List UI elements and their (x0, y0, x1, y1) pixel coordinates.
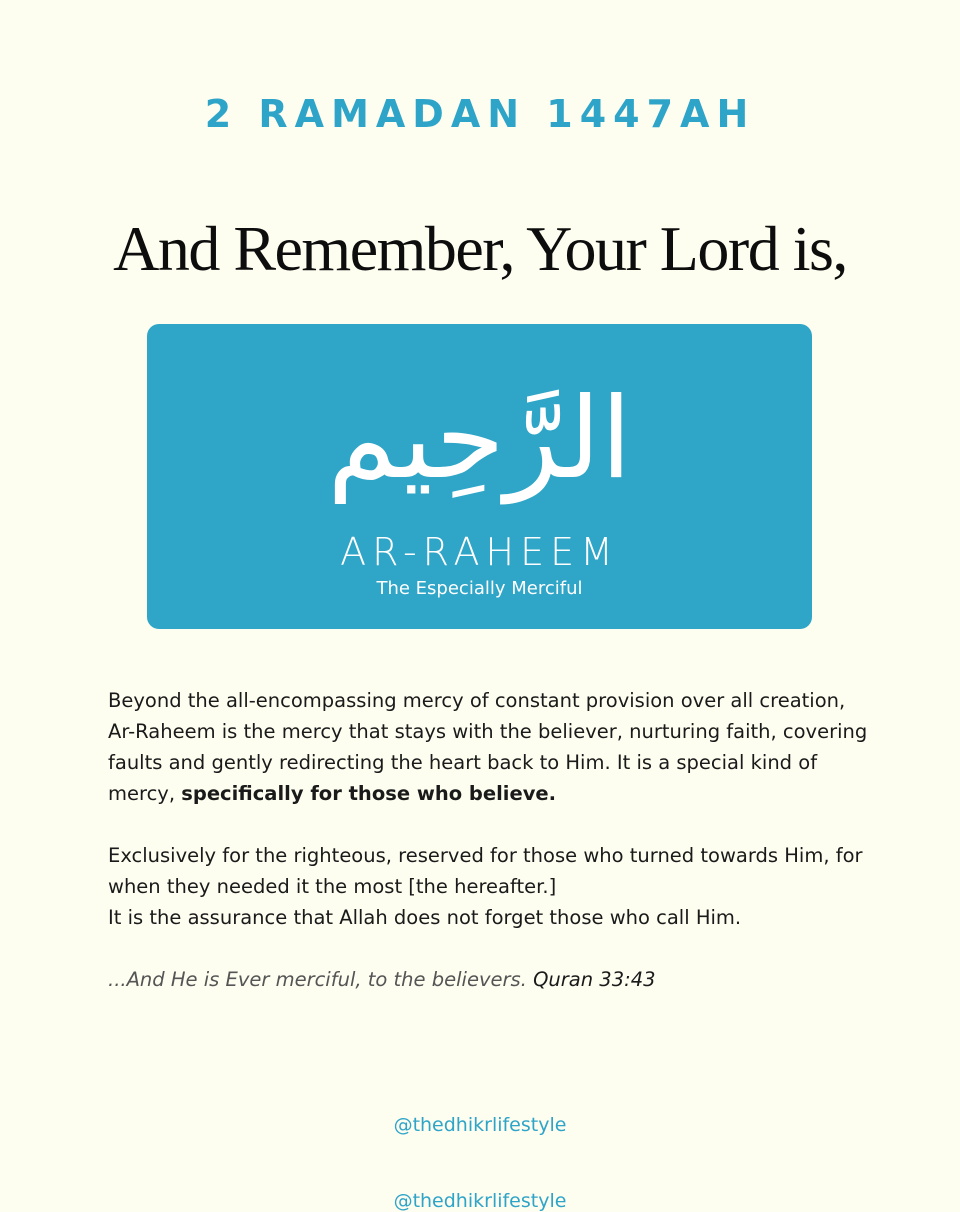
headline: And Remember, Your Lord is, (113, 213, 847, 284)
name-card (147, 324, 812, 629)
name-meaning: The Especially Merciful (376, 578, 583, 599)
name-transliteration: AR-RAHEEM (340, 530, 619, 574)
social-handle[interactable]: @thedhikrlifestyle (393, 1114, 567, 1136)
paragraph-2-line-2: It is the assurance that Allah does not forget those who call Him. (108, 906, 742, 929)
arabic-name: الرَّحِيم (327, 374, 632, 504)
quote-reference: Quran 33:43 (533, 968, 656, 991)
paragraph-2-line-1: Exclusively for the righteous, reserved for those who turned towards Him, for when they needed it the most [the hereafter.] (108, 844, 863, 898)
date-line: 2 RAMADAN 1447AH (204, 92, 756, 136)
paragraph-1-emphasis: specifically for those who believe. (181, 782, 557, 805)
paragraph-1 (108, 685, 868, 809)
paragraph-2 (108, 840, 868, 933)
quote-text: ...And He is Ever merciful, to the believers. (108, 968, 527, 991)
quran-quote (108, 964, 868, 995)
social-handle-repeat[interactable]: @thedhikrlifestyle (393, 1190, 567, 1212)
paragraph-1-text: Beyond the all-encompassing mercy of constant provision over all creation, Ar-Raheem is the mercy that stays with the believer, nurturing faith, covering faults and gently redirecting the heart back to Him. It is a special kind of mercy, (108, 689, 868, 805)
body-text (108, 685, 868, 1026)
